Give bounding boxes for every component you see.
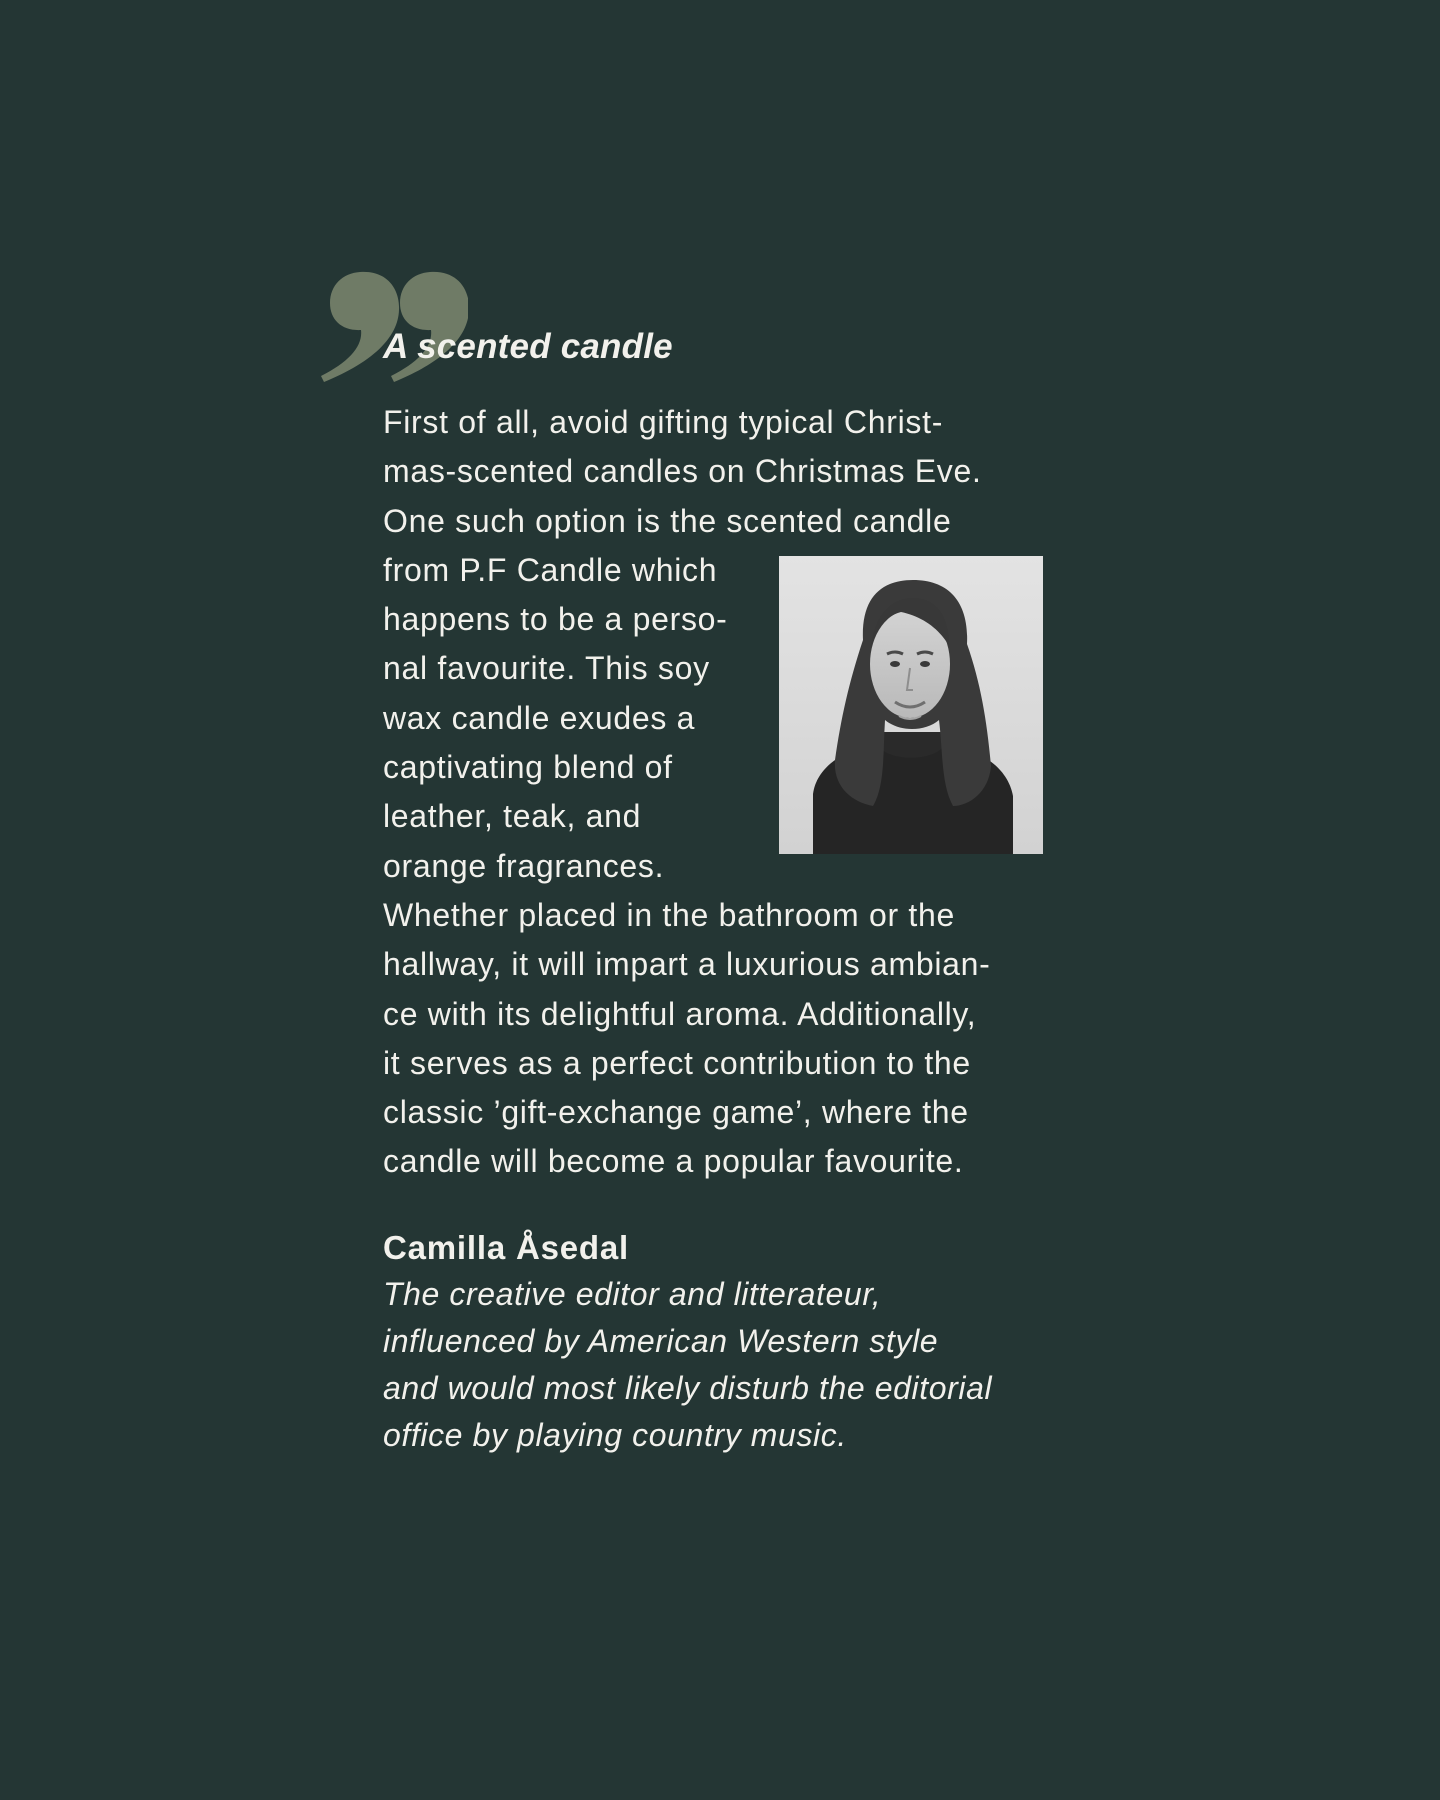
body-line: First of all, avoid gifting typical Christ- bbox=[383, 404, 944, 440]
body-line: from P.F Candle which bbox=[383, 551, 718, 588]
body-line: it serves as a perfect contribution to the bbox=[383, 1044, 971, 1081]
body-line: One such option is the scented candle bbox=[383, 502, 952, 539]
body-line: ce with its delightful aroma. Additionally, bbox=[383, 995, 977, 1032]
body-line: captivating blend of bbox=[383, 749, 673, 786]
body-line: leather, teak, and bbox=[383, 798, 642, 835]
author-bio-line: The creative editor and litterateur, bbox=[383, 1275, 882, 1312]
body-line: mas-scented candles on Christmas Eve. bbox=[383, 453, 982, 490]
body-line: happens to be a perso- bbox=[383, 601, 728, 638]
body-line: Whether placed in the bathroom or the bbox=[383, 896, 955, 933]
author-byline bbox=[383, 1225, 1063, 1459]
author-portrait bbox=[779, 556, 1043, 854]
body-line: orange fragrances. bbox=[383, 847, 665, 884]
article-heading: A scented candle bbox=[383, 327, 673, 366]
article-body bbox=[383, 398, 1063, 1187]
article-column bbox=[383, 322, 1063, 1459]
body-line: wax candle exudes a bbox=[383, 699, 696, 736]
body-line: classic ’gift-exchange game’, where the bbox=[383, 1094, 969, 1131]
author-bio-line: influenced by American Western style bbox=[383, 1322, 939, 1359]
author-bio-line: office by playing country music. bbox=[383, 1416, 847, 1453]
author-name: Camilla Åsedal bbox=[383, 1228, 629, 1266]
body-line: candle will become a popular favourite. bbox=[383, 1143, 964, 1180]
body-line: hallway, it will impart a luxurious ambian- bbox=[383, 946, 991, 983]
author-bio-line: and would most likely disturb the editorial bbox=[383, 1369, 993, 1406]
portrait-image bbox=[779, 556, 1043, 854]
body-line: nal favourite. This soy bbox=[383, 650, 710, 687]
